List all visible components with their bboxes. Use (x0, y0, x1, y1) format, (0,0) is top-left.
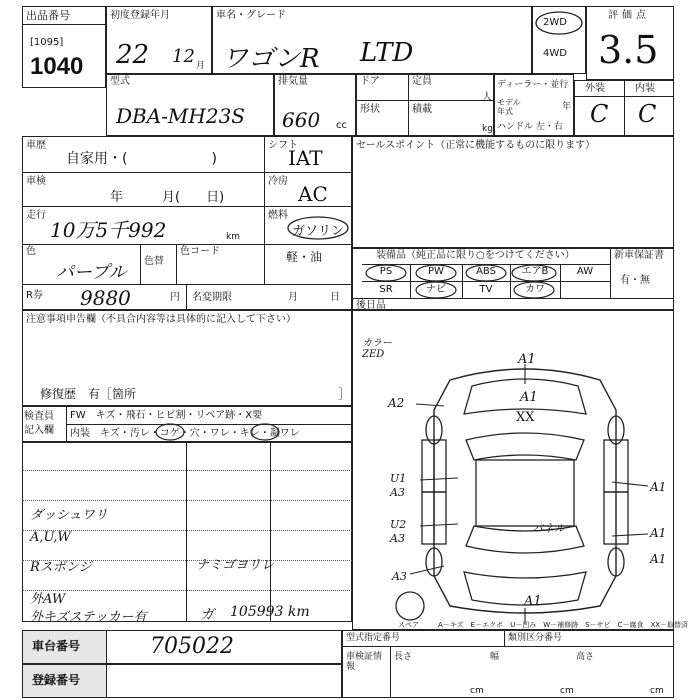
fuel-gas: ガソリン (292, 224, 345, 239)
spare-label: スペア (398, 621, 419, 629)
equip-sr: SR (379, 284, 393, 295)
color-replace-label: 色替 (144, 256, 164, 267)
note-rsponge: Rスポンジ (30, 560, 92, 575)
mileage-unit: km (226, 232, 240, 242)
car-name: ワゴンR (222, 44, 320, 74)
damage-label-rear: A1 (524, 594, 542, 609)
history-value: 自家用・( ) (66, 151, 217, 167)
note-rsponge-extra: ナミゴヨリレ (196, 558, 275, 573)
note-dashboard: ダッシュワリ (30, 508, 108, 523)
lot-number: 1040 (30, 53, 84, 80)
odo-value: 105993 km (230, 604, 310, 620)
equip-kawa: カワ (525, 284, 545, 295)
inspection-label: 車検 (26, 176, 46, 187)
equip-tv: TV (479, 284, 493, 295)
r-ticket-unit: 円 (170, 292, 180, 303)
interior-grade: C (638, 100, 657, 128)
shape-label: 形状 (360, 104, 380, 115)
color-value: パープル (56, 262, 127, 283)
mileage-value: 10万5千992 (50, 218, 167, 242)
drive-2wd: 2WD (543, 17, 567, 28)
first-reg-year: 22 (116, 40, 150, 70)
r-ticket-label: R券 (26, 290, 43, 301)
fuel-label: 燃料 (268, 210, 288, 221)
equip-navi: ナビ (426, 284, 446, 295)
inspector-circles (60, 420, 350, 444)
aircon-value: AC (298, 182, 328, 206)
rear-seat-label: 後日品 (356, 300, 386, 311)
model-label: 型式 (110, 76, 130, 87)
aircon-label: 冷房 (268, 176, 288, 187)
note-outer-aw: 外AW (30, 592, 66, 607)
expiry-day: 日 (330, 292, 340, 303)
diagram-top-note: カラー ZED (362, 338, 392, 360)
repair-close: ］ (338, 387, 351, 401)
notes-grid (22, 442, 352, 622)
shift-value: IAT (288, 146, 323, 170)
width-unit: cm (560, 686, 574, 696)
damage-label-right-3: A1 (650, 552, 667, 566)
inspector-label: 検査員 記入欄 (24, 411, 54, 436)
lot-bracket: [1095] (30, 37, 64, 48)
odo-label: ガ (200, 607, 214, 623)
equip-aw: AW (576, 266, 594, 277)
warranty-options: 有・無 (620, 275, 650, 286)
selling-points-box (352, 136, 674, 248)
load-label: 積載 (412, 104, 432, 115)
capacity-label: 定員 (412, 76, 432, 87)
damage-label-left-front: A2 (388, 396, 405, 410)
damage-label-right-1: A1 (650, 480, 667, 494)
door-label: ドア (360, 76, 380, 87)
fw-line: FW キズ・飛石・ヒビ割・リペア跡・X要 (70, 410, 263, 421)
grade: LTD (360, 38, 414, 68)
damage-label-panel: パネル (532, 522, 565, 535)
model-year-unit: 年 (562, 102, 572, 112)
length-unit: cm (470, 686, 484, 696)
displacement-unit: cc (336, 120, 347, 131)
damage-label-replaced: XX (516, 410, 535, 425)
exterior-label: 外装 (585, 83, 605, 94)
equipment-circles (360, 260, 560, 302)
width-label: 幅 (490, 652, 500, 662)
car-diagram (380, 340, 672, 630)
damage-label-u1: U1 (390, 472, 407, 485)
load-unit: kg (482, 124, 493, 134)
caution-label: 注意事項申告欄（不具合内容等は具体的に記入して下さい） (26, 314, 296, 325)
damage-label-a3-2: A3 (390, 532, 405, 545)
damage-label-right-2: A1 (650, 526, 667, 540)
car-name-label: 車名・グレード (216, 10, 286, 21)
capacity-unit: 人 (482, 92, 492, 103)
drive-4wd: 4WD (543, 48, 567, 59)
score-label: 評価点 (608, 10, 650, 21)
equip-ps: PS (379, 266, 393, 277)
model-value: DBA-MH23S (116, 104, 246, 128)
chassis-value: 705022 (150, 634, 234, 659)
handle-label: ハンドル 左・右 (497, 122, 563, 132)
reg-cert-label: 車検証情報 (346, 652, 383, 672)
note-auw: A,U,W (30, 530, 71, 545)
first-reg-month-unit: 月 (196, 61, 206, 71)
damage-label-front: A1 (518, 352, 536, 367)
damage-label-u2: U2 (390, 518, 407, 531)
color-label: 色 (26, 246, 36, 257)
model-year-label: モデル 年式 (497, 98, 521, 116)
fuel-diesel: 軽・油 (286, 250, 323, 264)
first-reg-label: 初度登録年月 (110, 10, 170, 21)
first-reg-month: 12 (172, 46, 195, 67)
inspection-value: 年 月( 日) (110, 190, 225, 205)
damage-label-hood: A1 (520, 390, 538, 405)
r-ticket-value: 9880 (80, 286, 131, 310)
height-unit: cm (650, 686, 664, 696)
diagram-legend: A－キズ E－エクボ U－凹み W－補修跡 S－サビ C－腐食 XX－取替済 (438, 621, 689, 629)
color-code-label: 色コード (180, 246, 220, 257)
length-label: 長さ (394, 652, 413, 662)
lot-label: 出品番号 (26, 9, 70, 22)
score-value: 3.5 (598, 28, 659, 72)
height-label: 高さ (576, 652, 595, 662)
type-designation-label: 型式指定番号 (346, 633, 401, 643)
class-label: 類別区分番号 (508, 633, 563, 643)
damage-label-a3-1: A3 (390, 486, 405, 499)
note-sticker: 外キズステッカー有 (30, 610, 147, 625)
reg-label: 登録番号 (32, 673, 81, 687)
expiry-month: 月 (288, 292, 298, 303)
exterior-grade: C (590, 100, 609, 128)
equip-airbag: エアB (521, 266, 549, 277)
repair-label: 修復歴 有［箇所 (40, 387, 137, 401)
interior-label: 内装 (635, 83, 655, 94)
displacement-label: 排気量 (278, 76, 308, 87)
history-label: 車歴 (26, 140, 46, 151)
expiry-label: 名変期限 (192, 292, 232, 303)
dealer-label: ディーラー・並行 (497, 80, 569, 90)
damage-label-a3-rear: A3 (392, 570, 407, 583)
equip-abs: ABS (476, 266, 496, 277)
equip-pw: PW (428, 266, 444, 277)
selling-points-label: セールスポイント（正常に機能するものに限ります） (356, 140, 596, 151)
mileage-label: 走行 (26, 210, 46, 221)
equipment-label: 装備品（純正品に限り○をつけてください） (376, 250, 575, 261)
shift-label: シフト (268, 140, 298, 151)
displacement-value: 660 (282, 108, 321, 132)
chassis-label: 車台番号 (32, 639, 81, 653)
interior-line: 内装 キズ・汚レ・コゲ・穴・ワレ・キレ・凝ワレ (70, 428, 300, 439)
warranty-label: 新車保証書 (614, 250, 664, 261)
